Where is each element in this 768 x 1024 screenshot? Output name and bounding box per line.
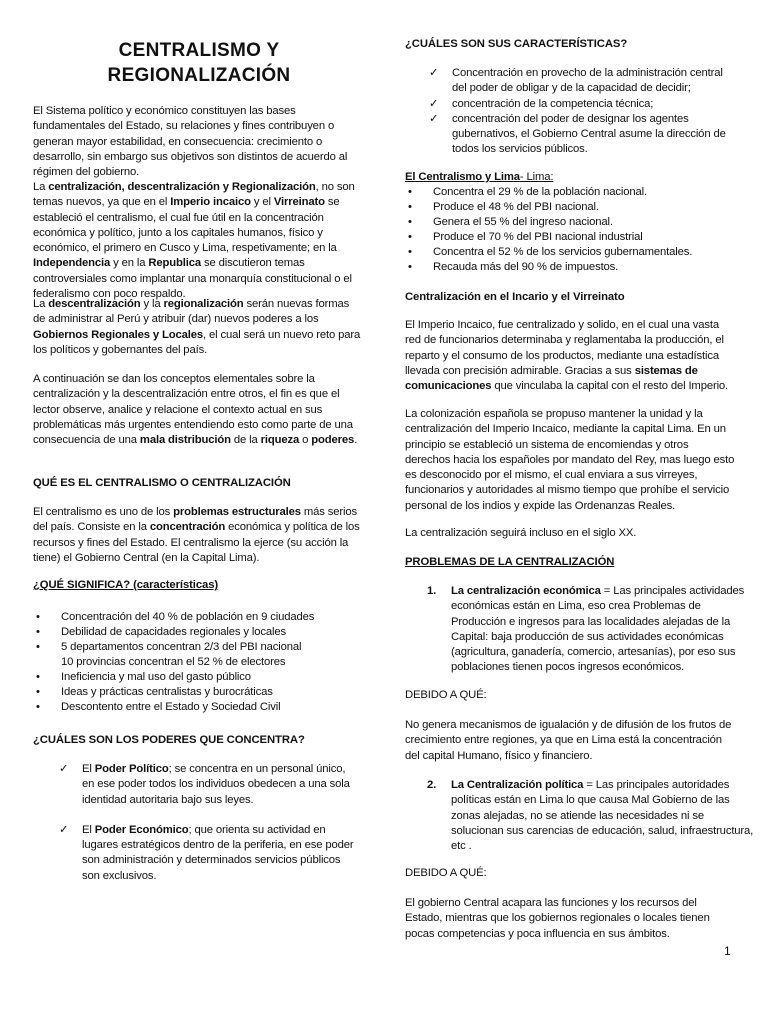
concepts-paragraph: A continuación se dan los conceptos elementales sobre la centralización y la descentralización entre otros, el fin es que el lector observe, analice y relacione el contexto actual en sus problemáticas más urgentes entendiendo esto como parte de una consecuencia de una mala distribución de la riqueza o poderes. bbox=[33, 373, 358, 447]
checkmark-icon: ✓ bbox=[429, 97, 439, 110]
list-item: 10 provincias concentran el 52 % de electores bbox=[61, 656, 286, 668]
twentieth-century-paragraph: La centralización seguirá incluso en el siglo XX. bbox=[405, 527, 637, 539]
title-line-2: REGIONALIZACIÓN bbox=[107, 65, 291, 86]
list-item: • Genera el 55 % del ingreso nacional. bbox=[405, 215, 735, 230]
list-item: • Ineficiencia y mal uso del gasto público bbox=[33, 670, 365, 685]
list-item: ✓ El Poder Económico; que orienta su actividad en lugares estratégicos dentro de la periferia, en ese poder son administración y determinados servicios públicos son exclusivos. bbox=[59, 823, 354, 882]
political-cause-paragraph: El gobierno Central acapara las funciones y los recursos del Estado, mientras que los gobiernos regionales o locales tienen pocas competencias y poca influencia en sus ámbitos. bbox=[405, 897, 710, 940]
list-item: • Debilidad de capacidades regionales y locales bbox=[33, 625, 365, 640]
powers-list bbox=[57, 762, 357, 884]
list-item: ✓ Concentración en provecho de la administración central del poder de obligar y de la capacidad de decidir; bbox=[429, 67, 723, 95]
inca-empire-paragraph: El Imperio Incaico, fue centralizado y solido, en el cual una vasta red de funcionarios determinaba y reglamentaba la producción, el reparto y el consumo de los productos, mediante una estadística llevada con precisión admirable. Gracias a sus sistemas de comunicaciones que vinculaba la capital con el resto del Imperio. bbox=[405, 319, 729, 393]
section-heading-incario-virreinato: Centralización en el Incario y el Virreinato bbox=[405, 291, 625, 303]
section-heading-centralism-lima: El Centralismo y Lima- Lima: bbox=[405, 171, 554, 183]
section-heading-problems: PROBLEMAS DE LA CENTRALIZACIÓN bbox=[405, 556, 615, 568]
decentralization-paragraph: La descentralización y la regionalización serán nuevas formas de administrar al Perú y atribuir (dar) nuevos poderes a los Gobiernos Regionales y Locales, el cual será un nuevo reto para los políticos y gobernantes del país. bbox=[33, 298, 361, 356]
characteristics-checklist bbox=[427, 66, 731, 158]
list-item: • Produce el 48 % del PBI nacional. bbox=[405, 200, 735, 215]
centralism-definition-paragraph: El centralismo es uno de los problemas estructurales más serios del país. Consiste en la concentración económica y política de los recursos y fines del Estado. El centralismo la ejerce (su acción la tiene) el Gobierno Central (en la Capital Lima). bbox=[33, 506, 360, 564]
document-title bbox=[40, 38, 358, 88]
title-line-1: CENTRALISMO Y bbox=[118, 40, 280, 61]
list-item: • Concentra el 52 % de los servicios gubernamentales. bbox=[405, 245, 735, 260]
list-item: • Concentra el 29 % de la población nacional. bbox=[405, 185, 735, 200]
problem-item-economic: 1. La centralización económica = Las principales actividades económicas están en Lima, eso crea Problemas de Producción e ingresos para las localidades alejadas de la Capital: baja producción de sus actividades económicas (agricultura, ganadería, comercio, artesanías), por eso sus poblaciones tienen pocos ingresos económicos. bbox=[427, 585, 745, 674]
list-item: • 5 departamentos concentran 2/3 del PBI nacional bbox=[33, 640, 365, 655]
lima-statistics-list bbox=[405, 185, 735, 275]
list-item: ✓ concentración de la competencia técnica; bbox=[427, 97, 731, 112]
list-item: • Descontento entre el Estado y Sociedad Civil bbox=[33, 700, 365, 715]
list-item: • Produce el 70 % del PBI nacional industrial bbox=[405, 230, 735, 245]
checkmark-icon: ✓ bbox=[429, 67, 439, 79]
intro-paragraph: El Sistema político y económico constituyen las bases fundamentales del Estado, su relaciones y fines contribuyen o generan mayor estabilidad, en consecuencia: crecimiento o desarrollo, sin embargo sus objetivos son distintos de acuerdo al régimen del gobierno. bbox=[33, 105, 348, 179]
because-label-2: DEBIDO A QUÉ: bbox=[405, 867, 487, 879]
list-item: ✓ concentración del poder de designar los agentes gubernativos, el Gobierno Central asume la dirección de todos los servicios públicos. bbox=[429, 112, 726, 156]
section-heading-what-is-centralism: QUÉ ES EL CENTRALISMO O CENTRALIZACIÓN bbox=[33, 477, 291, 489]
economic-cause-paragraph: No genera mecanismos de igualación y de difusión de los frutos de crecimiento entre regiones, ya que en Lima está la concentración del capital Humano, físico y financiero. bbox=[405, 719, 732, 762]
section-heading-meaning: ¿QUÉ SIGNIFICA? (características) bbox=[33, 579, 219, 591]
page-number: 1 bbox=[724, 944, 731, 958]
list-item: • Ideas y prácticas centralistas y burocráticas bbox=[33, 685, 365, 700]
checkmark-icon: ✓ bbox=[59, 763, 69, 775]
checkmark-icon: ✓ bbox=[59, 823, 69, 836]
section-heading-powers: ¿CUÁLES SON LOS PODERES QUE CONCENTRA? bbox=[33, 734, 305, 746]
problem-item-political: 2. La Centralización política = Las principales autoridades políticas están en Lima lo que causa Mal Gobierno de las zonas alejadas, no se atiende las necesidades ni se solucionan sus carencias de educación, salud, infraestructura, etc . bbox=[427, 779, 754, 853]
because-label-1: DEBIDO A QUÉ: bbox=[405, 689, 487, 701]
list-item: ✓ El Poder Político; se concentra en un personal único, en ese poder todos los individuos obedecen a una sola identidad autoritaria bajo sus leyes. bbox=[59, 763, 350, 806]
centralization-history-paragraph: La centralización, descentralización y Regionalización, no son temas nuevos, ya que en el Imperio incaico y el Virreinato se estableció el centralismo, el cual fue útil en la concentración económica y político, junto a los capitales humanos, físico y económico, el primero en Cusco y Lima, respetivamente; en la Independencia y en la Republica se discutieron temas controversiales como implantar una monarquía constitucional o el federalismo con poco respaldo. bbox=[33, 181, 355, 301]
characteristics-list bbox=[33, 610, 365, 715]
checkmark-icon: ✓ bbox=[429, 112, 439, 125]
section-heading-characteristics: ¿CUÁLES SON SUS CARACTERÍSTICAS? bbox=[405, 38, 628, 50]
list-item: • Recauda más del 90 % de impuestos. bbox=[405, 260, 735, 275]
spanish-colonization-paragraph: La colonización española se propuso mantener la unidad y la centralización del Imperio Incaico, mediante la capital Lima. En un principio se estableció un sistema de encomiendas y otros derechos hacia los españoles por mandato del Rey, mas luego esto es desconocido por el mismo, el cual enviara a sus virreyes, funcionarios y autoridades al mismo tiempo que prohíbe el servicio personal de los indios y expide las Ordenanzas Reales. bbox=[405, 408, 735, 512]
list-item: • Concentración del 40 % de población en 9 ciudades bbox=[33, 610, 365, 625]
